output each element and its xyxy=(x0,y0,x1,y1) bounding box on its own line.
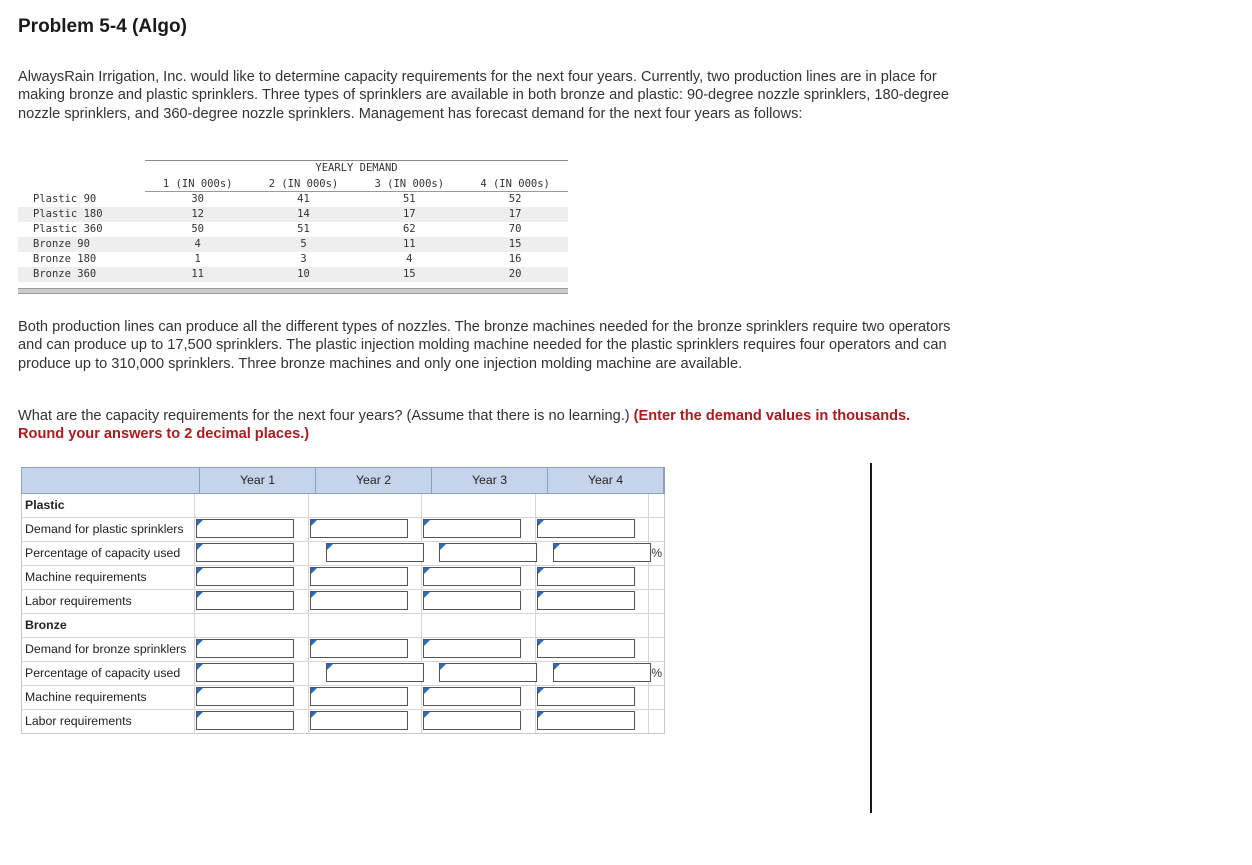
cell-value: 17 xyxy=(508,208,522,220)
bronze-machines-year2-input[interactable] xyxy=(310,687,408,706)
bronze-demand-year1-input[interactable] xyxy=(196,639,294,658)
table-row xyxy=(18,207,568,222)
empty-cell xyxy=(649,590,665,613)
answer-cell xyxy=(195,686,309,709)
answer-cell xyxy=(309,662,423,685)
plastic-machines-year3-input[interactable] xyxy=(423,567,521,586)
empty-cell xyxy=(422,494,536,517)
empty-cell xyxy=(649,614,665,637)
percent-sign: % xyxy=(651,666,662,680)
cell-value: 17 xyxy=(402,208,416,220)
cell-value: 3 xyxy=(300,253,307,265)
row-label: Labor requirements xyxy=(21,710,195,733)
cell-value: 15 xyxy=(402,268,416,280)
column-header: 1 (IN 000s) xyxy=(145,176,251,192)
answer-cell xyxy=(422,542,536,565)
answer-cell xyxy=(536,542,650,565)
percent-sign: % xyxy=(651,546,662,560)
row-label: Demand for bronze sprinklers xyxy=(21,638,195,661)
bronze-capacity-year1-input[interactable] xyxy=(196,663,294,682)
empty-cell xyxy=(309,614,423,637)
answer-cell xyxy=(649,662,665,685)
empty-cell xyxy=(649,566,665,589)
answer-cell xyxy=(195,638,309,661)
row-label: Bronze 180 xyxy=(33,253,97,265)
plastic-labor-year3-input[interactable] xyxy=(423,591,521,610)
answer-cell xyxy=(195,566,309,589)
plastic-demand-year1-input[interactable] xyxy=(196,519,294,538)
table-row xyxy=(18,192,568,207)
table-bottom-rule xyxy=(18,288,568,294)
answer-cell xyxy=(309,518,423,541)
cell-value: 15 xyxy=(508,238,522,250)
answer-row xyxy=(21,710,665,734)
machines-paragraph: Both production lines can produce all the different types of nozzles. The bronze machines needed for the bronze sprinklers require two operators and can produce up to 17,500 sprinklers. The plastic injection molding machine needed for the plastic sprinklers requires four operators and can produce up to 310,000 sprinklers. Three bronze machines and only one injection molding machine are available. xyxy=(18,319,951,372)
answer-row xyxy=(21,686,665,710)
row-label: Bronze 360 xyxy=(33,268,97,280)
answer-cell xyxy=(309,542,423,565)
row-label: Machine requirements xyxy=(21,686,195,709)
plastic-machines-year1-input[interactable] xyxy=(196,567,294,586)
empty-cell xyxy=(309,494,423,517)
row-label: Demand for plastic sprinklers xyxy=(21,518,195,541)
answer-cell xyxy=(309,686,423,709)
table-row xyxy=(18,237,568,252)
section-label: Bronze xyxy=(21,614,195,637)
table-row xyxy=(18,222,568,237)
bronze-labor-year2-input[interactable] xyxy=(310,711,408,730)
problem-title: Problem 5-4 (Algo) xyxy=(18,16,187,37)
answer-cell xyxy=(195,518,309,541)
answer-row xyxy=(21,638,665,662)
plastic-demand-year4-input[interactable] xyxy=(537,519,635,538)
bronze-labor-year4-input[interactable] xyxy=(537,711,635,730)
answer-cell xyxy=(536,566,650,589)
cell-value: 41 xyxy=(297,193,310,205)
answer-row xyxy=(21,590,665,614)
intro-paragraph: AlwaysRain Irrigation, Inc. would like to determine capacity requirements for the next four years. Currently, two production lines are in place for making bronze and plastic sprinklers. Three types of sprinklers are available in both bronze and plastic: 90-degree nozzle sprinklers, 180-degree nozzle sprinklers, and 360-degree nozzle sprinklers. Management has forecast demand for the next four years as follows: xyxy=(18,69,949,122)
answer-cell xyxy=(309,638,423,661)
answer-cell xyxy=(536,710,650,733)
yearly-demand-table xyxy=(18,160,568,294)
bronze-demand-year3-input[interactable] xyxy=(423,639,521,658)
column-header: 2 (IN 000s) xyxy=(251,176,357,192)
cell-value: 52 xyxy=(508,193,522,205)
cell-value: 30 xyxy=(191,193,205,205)
answer-cell xyxy=(536,686,650,709)
cell-value: 12 xyxy=(191,208,205,220)
empty-cell xyxy=(649,638,665,661)
answer-cell xyxy=(536,518,650,541)
cell-value: 50 xyxy=(191,223,205,235)
year-header: Year 3 xyxy=(432,468,548,493)
cell-value: 1 xyxy=(194,253,201,265)
bronze-capacity-year3-input[interactable] xyxy=(439,663,537,682)
cell-value: 51 xyxy=(297,223,310,235)
answer-row xyxy=(21,542,665,566)
plastic-labor-year1-input[interactable] xyxy=(196,591,294,610)
answer-cell xyxy=(195,662,309,685)
section-row-plastic xyxy=(21,494,665,518)
row-label: Machine requirements xyxy=(21,566,195,589)
section-row-bronze xyxy=(21,614,665,638)
answer-cell xyxy=(536,590,650,613)
plastic-demand-year3-input[interactable] xyxy=(423,519,521,538)
bronze-demand-year4-input[interactable] xyxy=(537,639,635,658)
section-label: Plastic xyxy=(21,494,195,517)
cell-value: 10 xyxy=(297,268,310,280)
header-spacer xyxy=(22,468,200,493)
row-label: Bronze 90 xyxy=(33,238,90,250)
cell-value: 14 xyxy=(297,208,310,220)
bronze-labor-year3-input[interactable] xyxy=(423,711,521,730)
row-label: Plastic 360 xyxy=(33,223,103,235)
answer-cell xyxy=(422,662,536,685)
instruction-text: (Enter the demand values in thousands. Round your answers to 2 decimal places.) xyxy=(18,408,911,443)
row-label: Plastic 90 xyxy=(33,193,97,205)
plastic-capacity-year4-input[interactable] xyxy=(553,543,651,562)
cell-value: 20 xyxy=(508,268,522,280)
plastic-capacity-year2-input[interactable] xyxy=(326,543,424,562)
cell-value: 62 xyxy=(402,223,416,235)
empty-cell xyxy=(649,518,665,541)
column-header: 3 (IN 000s) xyxy=(356,176,462,192)
cell-value: 51 xyxy=(402,193,416,205)
empty-cell xyxy=(536,614,650,637)
cell-value: 70 xyxy=(508,223,522,235)
answer-cell xyxy=(422,710,536,733)
answer-cell xyxy=(309,710,423,733)
answer-cell xyxy=(195,542,309,565)
year-header: Year 4 xyxy=(548,468,664,493)
cell-value: 16 xyxy=(508,253,522,265)
answer-cell xyxy=(309,590,423,613)
answer-header-row xyxy=(21,467,665,494)
year-header: Year 2 xyxy=(316,468,432,493)
bronze-demand-year2-input[interactable] xyxy=(310,639,408,658)
plastic-machines-year2-input[interactable] xyxy=(310,567,408,586)
header-spacer xyxy=(18,176,145,192)
answer-cell xyxy=(195,710,309,733)
vertical-divider xyxy=(870,463,872,813)
row-label: Labor requirements xyxy=(21,590,195,613)
empty-cell xyxy=(649,494,665,517)
answer-cell xyxy=(309,566,423,589)
table-header-row xyxy=(18,176,568,192)
empty-cell xyxy=(649,686,665,709)
answer-cell xyxy=(422,638,536,661)
answer-cell xyxy=(422,566,536,589)
cell-value: 11 xyxy=(402,238,416,250)
table-caption: YEARLY DEMAND xyxy=(315,162,398,174)
bronze-machines-year3-input[interactable] xyxy=(423,687,521,706)
answer-cell xyxy=(422,590,536,613)
plastic-machines-year4-input[interactable] xyxy=(537,567,635,586)
answer-cell xyxy=(536,662,650,685)
bronze-capacity-year4-input[interactable] xyxy=(553,663,651,682)
answer-cell xyxy=(422,518,536,541)
table-row xyxy=(18,252,568,267)
answer-grid xyxy=(21,467,665,734)
question-paragraph xyxy=(18,407,918,444)
plastic-labor-year2-input[interactable] xyxy=(310,591,408,610)
answer-row xyxy=(21,566,665,590)
answer-cell xyxy=(649,542,665,565)
year-header: Year 1 xyxy=(200,468,316,493)
plastic-demand-year2-input[interactable] xyxy=(310,519,408,538)
bronze-machines-year1-input[interactable] xyxy=(196,687,294,706)
empty-cell xyxy=(195,494,309,517)
plastic-capacity-year3-input[interactable] xyxy=(439,543,537,562)
answer-row xyxy=(21,662,665,686)
empty-cell xyxy=(195,614,309,637)
row-label: Percentage of capacity used xyxy=(21,542,195,565)
answer-cell xyxy=(195,590,309,613)
empty-cell xyxy=(649,710,665,733)
cell-value: 4 xyxy=(194,238,201,250)
cell-value: 11 xyxy=(191,268,205,280)
question-text: What are the capacity requirements for the next four years? (Assume that there is no learning.) xyxy=(18,408,634,424)
row-label: Plastic 180 xyxy=(33,208,103,220)
empty-cell xyxy=(422,614,536,637)
table-row xyxy=(18,267,568,282)
answer-cell xyxy=(536,638,650,661)
answer-cell xyxy=(422,686,536,709)
column-header: 4 (IN 000s) xyxy=(462,176,568,192)
empty-cell xyxy=(536,494,650,517)
bronze-capacity-year2-input[interactable] xyxy=(326,663,424,682)
plastic-capacity-year1-input[interactable] xyxy=(196,543,294,562)
bronze-machines-year4-input[interactable] xyxy=(537,687,635,706)
row-label: Percentage of capacity used xyxy=(21,662,195,685)
cell-value: 4 xyxy=(406,253,413,265)
answer-row xyxy=(21,518,665,542)
cell-value: 5 xyxy=(300,238,307,250)
bronze-labor-year1-input[interactable] xyxy=(196,711,294,730)
plastic-labor-year4-input[interactable] xyxy=(537,591,635,610)
